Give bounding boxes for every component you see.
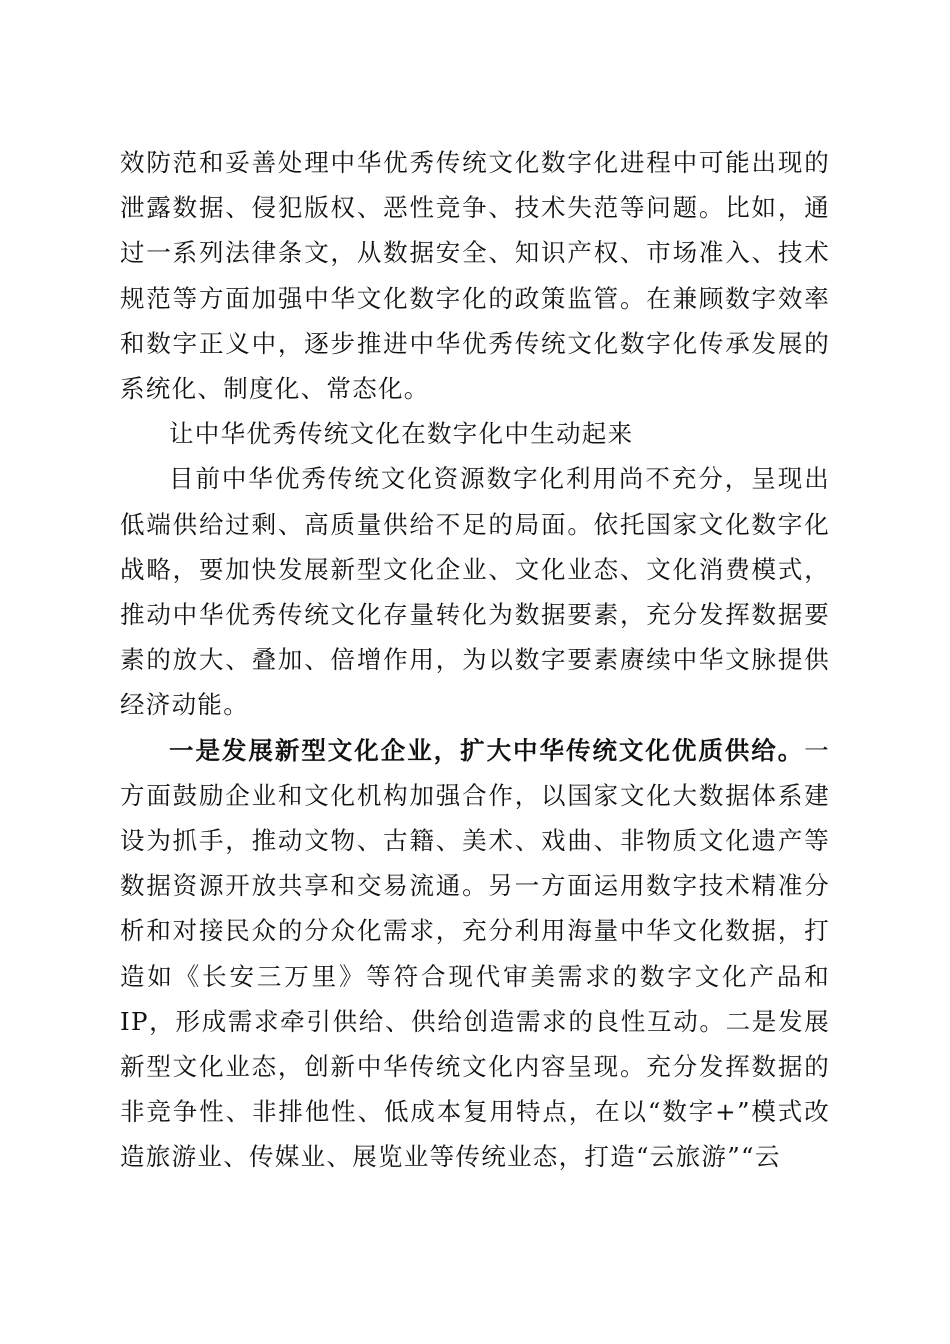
paragraph-continuation: 效防范和妥善处理中华优秀传统文化数字化进程中可能出现的泄露数据、侵犯版权、恶性竞争、技术失范等问题。比如，通过一系列法律条文，从数据安全、知识产权、市场准入、技术规范等方面加强中华文化数字化的政策监管。在兼顾数字效率和数字正义中，逐步推进中华优秀传统文化数字化传承发展的系统化、制度化、常态化。: [120, 148, 830, 404]
section-heading: 让中华优秀传统文化在数字化中生动起来: [169, 419, 634, 449]
document-body: [120, 140, 830, 1180]
paragraph-intro: 目前中华优秀传统文化资源数字化利用尚不充分，呈现出低端供给过剩、高质量供给不足的局面。依托国家文化数字化战略，要加快发展新型文化企业、文化业态、文化消费模式，推动中华优秀传统文化存量转化为数据要素，充分发挥数据要素的放大、叠加、倍增作用，为以数字要素赓续中华文脉提供经济动能。: [120, 464, 830, 720]
paragraph-point-one: [120, 728, 830, 1180]
point-body-text: 一方面鼓励企业和文化机构加强合作，以国家文化大数据体系建设为抓手，推动文物、古籍、美术、戏曲、非物质文化遗产等数据资源开放共享和交易流通。另一方面运用数字技术精准分析和对接民众的分众化需求，充分利用海量中华文化数据，打造如《长安三万里》等符合现代审美需求的数字文化产品和IP，形成需求牵引供给、供给创造需求的良性互动。二是发展新型文化业态，创新中华传统文化内容呈现。充分发挥数据的非竞争性、非排他性、低成本复用特点，在以“数字+”模式改造旅游业、传媒业、展览业等传统业态，打造“云旅游”“云: [120, 735, 830, 1172]
point-lead-sentence: 一是发展新型文化企业，扩大中华传统文化优质供给。: [169, 735, 805, 765]
